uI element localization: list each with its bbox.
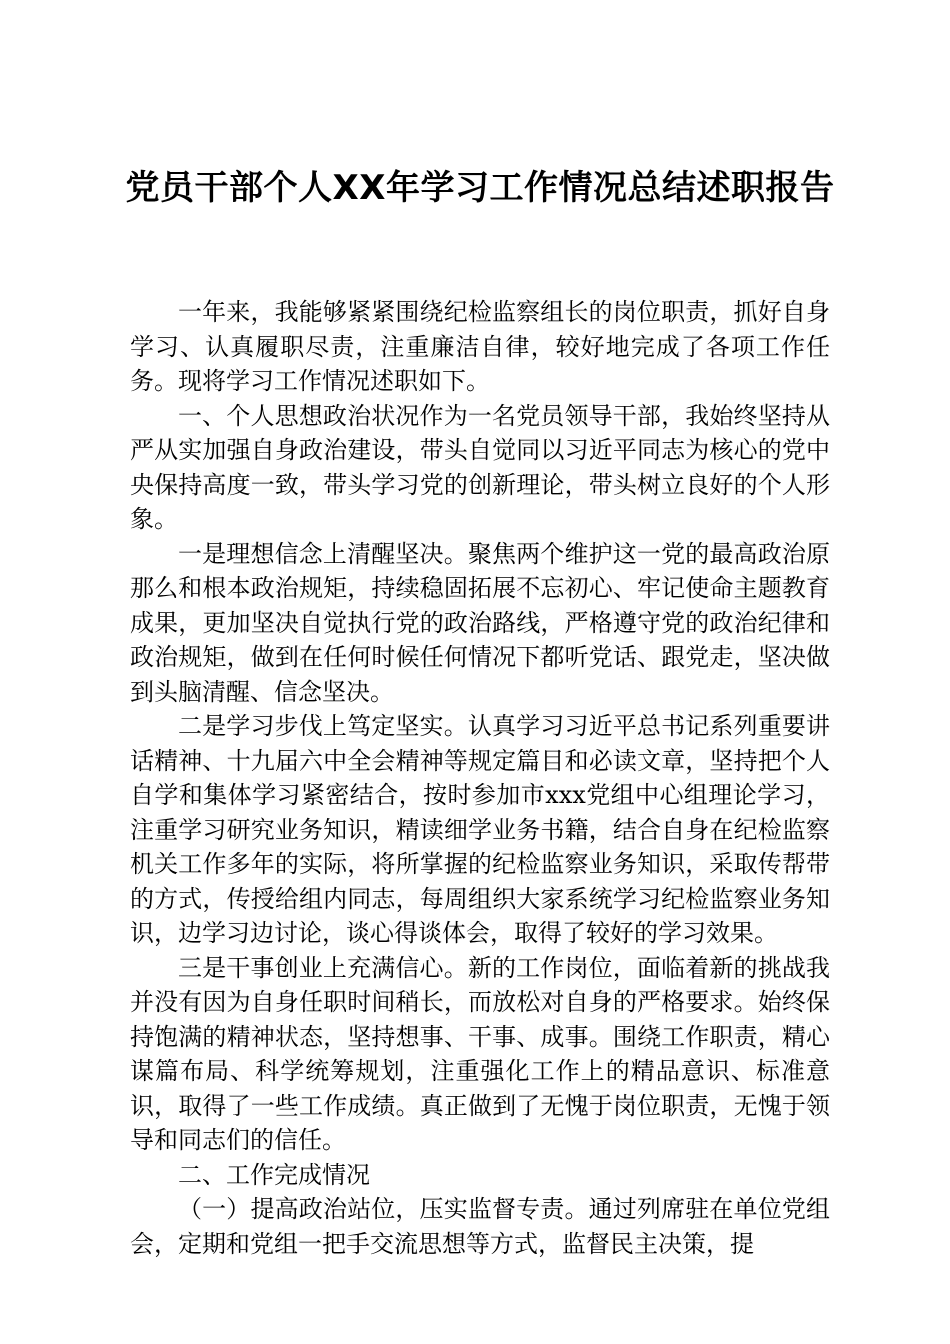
paragraph-item-1: （一）提高政治站位，压实监督专责。通过列席驻在单位党组会，定期和党组一把手交流思想等方式，监督民主决策，提 xyxy=(130,1195,830,1258)
document-title: 党员干部个人XX年学习工作情况总结述职报告 xyxy=(125,168,835,208)
paragraph-point-3: 三是干事创业上充满信心。新的工作岗位，面临着新的挑战我并没有因为自身任职时间稍长，而放松对自身的严格要求。始终保持饱满的精神状态，坚持想事、干事、成事。围绕工作职责，精心谋篇布局、科学统筹规划，注重强化工作上的精品意识、标准意识，取得了一些工作成绩。真正做到了无愧于岗位职责，无愧于领导和同志们的信任。 xyxy=(130,953,830,1154)
paragraph-point-1: 一是理想信念上清醒坚决。聚焦两个维护这一党的最高政治原那么和根本政治规矩，持续稳固拓展不忘初心、牢记使命主题教育成果，更加坚决自觉执行党的政治路线，严格遵守党的政治纪律和政治规矩，做到在任何时候任何情况下都听党话、跟党走，坚决做到头脑清醒、信念坚决。 xyxy=(130,539,830,706)
paragraph-intro: 一年来，我能够紧紧围绕纪检监察组长的岗位职责，抓好自身学习、认真履职尽责，注重廉洁自律，较好地完成了各项工作任务。现将学习工作情况述职如下。 xyxy=(130,298,830,395)
heading-section-2: 二、工作完成情况 xyxy=(178,1160,370,1189)
document-body xyxy=(130,295,830,1261)
paragraph-section-1: 一、个人思想政治状况作为一名党员领导干部，我始终坚持从严从实加强自身政治建设，带头自觉同以习近平同志为核心的党中央保持高度一致，带头学习党的创新理论，带头树立良好的个人形象。 xyxy=(130,401,830,533)
paragraph-point-2: 二是学习步伐上笃定坚实。认真学习习近平总书记系列重要讲话精神、十九届六中全会精神等规定篇目和必读文章，坚持把个人自学和集体学习紧密结合，按时参加市xxx党组中心组理论学习，注重学习研究业务知识，精读细学业务书籍，结合自身在纪检监察机关工作多年的实际，将所掌握的纪检监察业务知识，采取传帮带的方式，传授给组内同志，每周组织大家系统学习纪检监察业务知识，边学习边讨论，谈心得谈体会，取得了较好的学习效果。 xyxy=(130,712,830,947)
